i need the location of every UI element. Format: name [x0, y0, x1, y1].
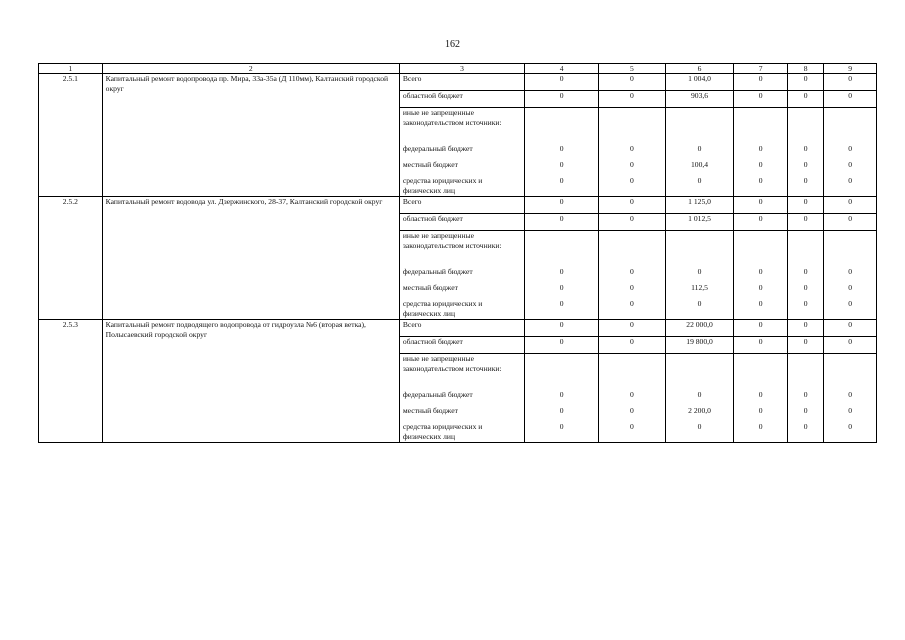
value-cell: 0: [525, 390, 599, 406]
value-cell: 0: [525, 91, 599, 108]
value-cell: 0: [787, 267, 823, 283]
value-cell: 0: [525, 74, 599, 91]
value-cell: 0: [525, 267, 599, 283]
item-number: 2.5.1: [39, 74, 103, 197]
funding-source-label: федеральный бюджет: [399, 267, 524, 283]
value-cell: [824, 354, 877, 391]
funding-source-label: областной бюджет: [399, 91, 524, 108]
value-cell: [824, 231, 877, 268]
value-cell: 19 800,0: [665, 337, 734, 354]
value-cell: [824, 108, 877, 145]
value-cell: [598, 354, 665, 391]
value-cell: 112,5: [665, 283, 734, 299]
funding-source-label: Всего: [399, 320, 524, 337]
funding-source-label: областной бюджет: [399, 214, 524, 231]
value-cell: 1 004,0: [665, 74, 734, 91]
value-cell: 0: [734, 422, 788, 443]
value-cell: 0: [824, 144, 877, 160]
value-cell: [665, 354, 734, 391]
funding-source-label: иные не запрещенные законодательством источники:: [399, 231, 524, 268]
value-cell: 0: [787, 91, 823, 108]
value-cell: 903,6: [665, 91, 734, 108]
value-cell: [734, 354, 788, 391]
value-cell: 2 200,0: [665, 406, 734, 422]
value-cell: 0: [787, 74, 823, 91]
value-cell: 0: [787, 160, 823, 176]
value-cell: 0: [734, 91, 788, 108]
funding-source-label: областной бюджет: [399, 337, 524, 354]
value-cell: 0: [598, 176, 665, 197]
value-cell: 0: [525, 214, 599, 231]
value-cell: 0: [525, 320, 599, 337]
value-cell: 0: [665, 144, 734, 160]
value-cell: 0: [598, 390, 665, 406]
value-cell: [734, 108, 788, 145]
funding-source-label: иные не запрещенные законодательством источники:: [399, 354, 524, 391]
value-cell: 0: [824, 422, 877, 443]
value-cell: 0: [665, 176, 734, 197]
funding-source-label: иные не запрещенные законодательством источники:: [399, 108, 524, 145]
value-cell: 1 125,0: [665, 197, 734, 214]
funding-source-label: Всего: [399, 197, 524, 214]
value-cell: 0: [525, 406, 599, 422]
value-cell: 0: [734, 283, 788, 299]
table-row: [39, 197, 877, 214]
value-cell: 0: [824, 320, 877, 337]
value-cell: 0: [824, 214, 877, 231]
value-cell: 0: [665, 390, 734, 406]
value-cell: 0: [598, 144, 665, 160]
value-cell: 0: [598, 406, 665, 422]
value-cell: 0: [787, 299, 823, 320]
item-number: 2.5.3: [39, 320, 103, 443]
value-cell: 0: [824, 176, 877, 197]
value-cell: 0: [525, 299, 599, 320]
value-cell: 0: [598, 197, 665, 214]
value-cell: 0: [598, 91, 665, 108]
funding-source-label: местный бюджет: [399, 160, 524, 176]
item-number: 2.5.2: [39, 197, 103, 320]
funding-source-label: местный бюджет: [399, 406, 524, 422]
value-cell: [787, 108, 823, 145]
value-cell: 0: [734, 337, 788, 354]
value-cell: 0: [598, 283, 665, 299]
table-row: [39, 74, 877, 91]
value-cell: 0: [665, 267, 734, 283]
value-cell: 1 012,5: [665, 214, 734, 231]
value-cell: 0: [734, 74, 788, 91]
value-cell: 0: [734, 299, 788, 320]
value-cell: 0: [787, 406, 823, 422]
value-cell: 0: [598, 337, 665, 354]
value-cell: 0: [824, 337, 877, 354]
value-cell: 0: [598, 299, 665, 320]
value-cell: 0: [525, 337, 599, 354]
value-cell: 0: [734, 160, 788, 176]
value-cell: 0: [787, 390, 823, 406]
value-cell: 0: [598, 74, 665, 91]
funding-source-label: местный бюджет: [399, 283, 524, 299]
value-cell: 0: [525, 422, 599, 443]
value-cell: 0: [824, 299, 877, 320]
value-cell: 0: [787, 337, 823, 354]
value-cell: 0: [824, 91, 877, 108]
value-cell: 0: [734, 176, 788, 197]
value-cell: 0: [598, 214, 665, 231]
header-row: [39, 64, 877, 74]
value-cell: 0: [525, 283, 599, 299]
value-cell: 0: [525, 144, 599, 160]
value-cell: 0: [598, 160, 665, 176]
funding-source-label: средства юридических и физических лиц: [399, 299, 524, 320]
budget-table: [38, 63, 877, 443]
value-cell: 0: [665, 422, 734, 443]
value-cell: [787, 354, 823, 391]
value-cell: 0: [734, 197, 788, 214]
value-cell: 0: [787, 214, 823, 231]
value-cell: 0: [824, 197, 877, 214]
table-row: [39, 320, 877, 337]
value-cell: 0: [824, 267, 877, 283]
column-header: 5: [598, 64, 665, 74]
value-cell: [665, 108, 734, 145]
value-cell: 0: [525, 176, 599, 197]
value-cell: 0: [525, 197, 599, 214]
value-cell: [525, 231, 599, 268]
value-cell: [734, 231, 788, 268]
item-description: Капитальный ремонт водовода ул. Дзержинского, 28-37, Калтанский городской округ: [102, 197, 399, 320]
item-description: Капитальный ремонт подводящего водопровода от гидроузла №6 (вторая ветка), Полысаевский городской округ: [102, 320, 399, 443]
column-header: 1: [39, 64, 103, 74]
value-cell: 0: [787, 144, 823, 160]
value-cell: 0: [734, 406, 788, 422]
value-cell: 0: [824, 390, 877, 406]
value-cell: 0: [734, 144, 788, 160]
value-cell: 100,4: [665, 160, 734, 176]
value-cell: 0: [787, 197, 823, 214]
value-cell: 0: [787, 176, 823, 197]
value-cell: 0: [598, 422, 665, 443]
column-header: 2: [102, 64, 399, 74]
funding-source-label: средства юридических и физических лиц: [399, 176, 524, 197]
value-cell: 0: [734, 214, 788, 231]
value-cell: 0: [787, 422, 823, 443]
value-cell: 0: [598, 320, 665, 337]
funding-source-label: средства юридических и физических лиц: [399, 422, 524, 443]
value-cell: 0: [525, 160, 599, 176]
item-description: Капитальный ремонт водопровода пр. Мира, 33а-35а (Д 110мм), Калтанский городской округ: [102, 74, 399, 197]
value-cell: 0: [824, 160, 877, 176]
page-number: 162: [445, 39, 460, 50]
value-cell: [525, 354, 599, 391]
value-cell: 0: [824, 406, 877, 422]
column-header: 4: [525, 64, 599, 74]
value-cell: 0: [787, 283, 823, 299]
column-header: 3: [399, 64, 524, 74]
value-cell: [665, 231, 734, 268]
column-header: 6: [665, 64, 734, 74]
value-cell: [787, 231, 823, 268]
value-cell: 0: [824, 283, 877, 299]
value-cell: 0: [734, 320, 788, 337]
funding-source-label: федеральный бюджет: [399, 390, 524, 406]
column-header: 9: [824, 64, 877, 74]
value-cell: [598, 108, 665, 145]
column-header: 8: [787, 64, 823, 74]
value-cell: [598, 231, 665, 268]
value-cell: 0: [734, 267, 788, 283]
value-cell: 0: [734, 390, 788, 406]
funding-source-label: федеральный бюджет: [399, 144, 524, 160]
column-header: 7: [734, 64, 788, 74]
value-cell: 22 000,0: [665, 320, 734, 337]
value-cell: [525, 108, 599, 145]
funding-source-label: Всего: [399, 74, 524, 91]
value-cell: 0: [787, 320, 823, 337]
value-cell: 0: [665, 299, 734, 320]
value-cell: 0: [824, 74, 877, 91]
value-cell: 0: [598, 267, 665, 283]
